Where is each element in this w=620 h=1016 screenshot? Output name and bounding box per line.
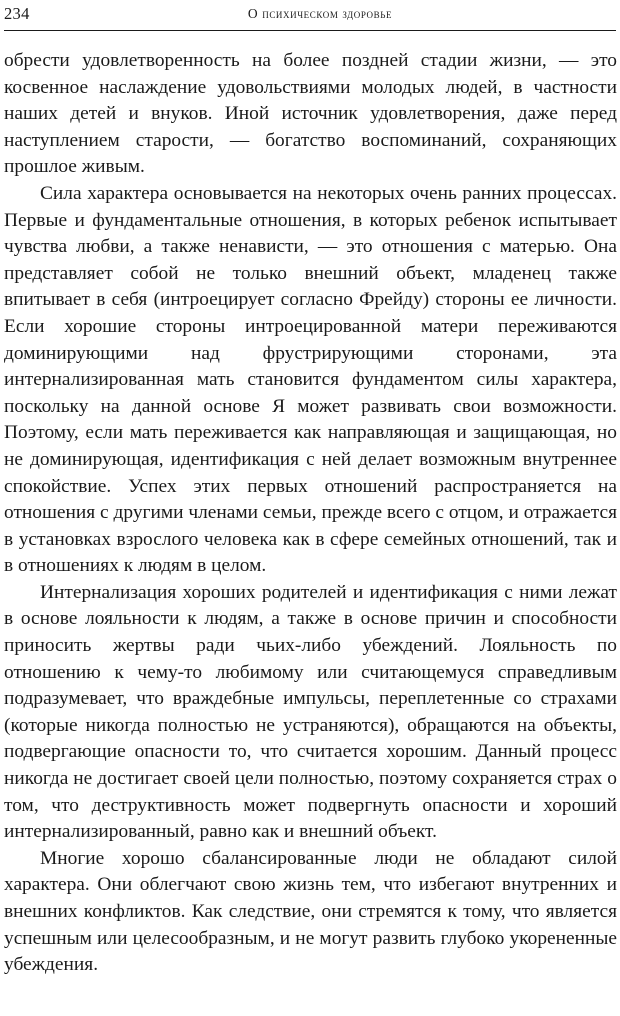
paragraph: Многие хорошо сбалансированные люди не обладают силой характера. Они облегчают свою жизнь тем, что избегают внутренних и внешних конфликтов. Как следствие, они стремятся к тому, что является успешным или целесообразным, и не могут развить глубоко укорененные убеждения. <box>4 847 617 976</box>
body-text <box>4 48 617 979</box>
paragraph: Сила характера основывается на некоторых очень ранних процессах. Первые и фундаментальные отношения, в которых ребенок испытывает чувства любви, а также ненависти, — это отношения с матерью. Она представляет собой не только внешний объект, младенец также впитывает в себя (интроецирует согласно Фрейду) стороны ее личности. Если хорошие стороны интроецированной матери переживаются доминирующими над фрустрирующими сторонами, эта интернализированная мать становится фундаментом силы характера, поскольку на данной основе Я может развивать свои возможности. Поэтому, если мать переживается как направляющая и защищающая, но не доминирующая, идентификация с ней делает возможным внутреннее спокойствие. Успех этих первых отношений распространяется на отношения с другими членами семьи, прежде всего с отцом, и отражается в установках взрослого человека как в сфере семейных отношений, так и в отношениях к людям в целом. <box>4 182 617 577</box>
running-head <box>0 2 620 28</box>
running-title: О психическом здоровье <box>247 6 393 21</box>
header-rule <box>4 30 616 31</box>
page-number: 234 <box>4 4 30 23</box>
paragraph: Интернализация хороших родителей и идентификация с ними лежат в основе лояльности к людям, а также в основе причин и способности приносить жертвы ради чьих-либо убеждений. Лояльность по отношению к чему-то любимому или считающемуся справедливым подразумевает, что враждебные импульсы, переплетенные со страхами (которые никогда полностью не устраняются), обращаются на объекты, подвергающие опасности то, что считается хорошим. Данный процесс никогда не достигает своей цели полностью, поэтому сохраняется страх о том, что деструктивность может подвергнуть опасности и хороший интернализированный, равно как и внешний объект. <box>4 581 617 843</box>
paragraph: обрести удовлетворенность на более поздней стадии жизни, — это косвенное наслаждение удовольствиями молодых людей, в частности наших детей и внуков. Иной источник удовлетворения, даже перед наступлением старости, — богатство воспоминаний, сохраняющих прошлое живым. <box>4 50 617 178</box>
